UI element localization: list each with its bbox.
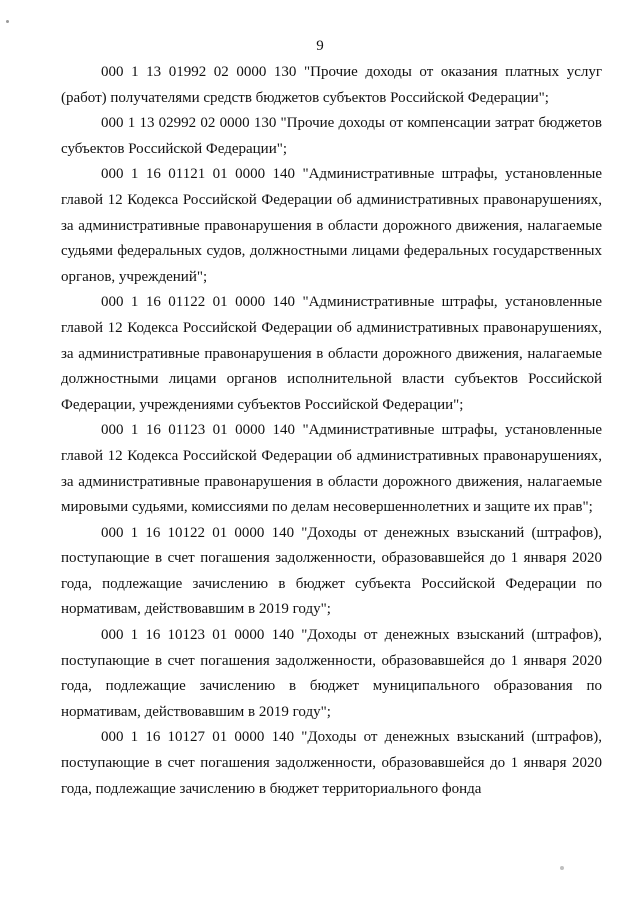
budget-code-entry: 000 1 16 10122 01 0000 140 "Доходы от денежных взысканий (штрафов), поступающие в счет погашения задолженности, образовавшейся до 1 января 2020 года, подлежащие зачислению в бюджет субъекта Российской Федерации по нормативам, действовавшим в 2019 году"; (61, 524, 602, 618)
budget-code-entry: 000 1 16 01121 01 0000 140 "Административные штрафы, установленные главой 12 Кодекса Российской Федерации об административных правонарушениях, за административные правонарушения в области дорожного движения, налагаемые судьями федеральных судов, должностными лицами федеральных государственных органов, учреждений"; (61, 166, 602, 285)
budget-code-entry: 000 1 13 02992 02 0000 130 "Прочие доходы от компенсации затрат бюджетов субъектов Российской Федерации"; (61, 115, 602, 157)
document-body (61, 60, 602, 802)
budget-code-entry: 000 1 16 01123 01 0000 140 "Административные штрафы, установленные главой 12 Кодекса Российской Федерации об административных правонарушениях, за административные правонарушения в области дорожного движения, налагаемые мировыми судьями, комиссиями по делам несовершеннолетних и защите их прав"; (61, 422, 602, 516)
budget-code-entry: 000 1 13 01992 02 0000 130 "Прочие доходы от оказания платных услуг (работ) получателями средств бюджетов субъектов Российской Федерации"; (61, 64, 602, 106)
page-number: 9 (316, 38, 324, 54)
budget-code-entry: 000 1 16 01122 01 0000 140 "Административные штрафы, установленные главой 12 Кодекса Российской Федерации об административных правонарушениях, за административные правонарушения в области дорожного движения, налагаемые должностными лицами органов исполнительной власти субъектов Российской Федерации, учреждениями субъектов Российской Федерации"; (61, 294, 602, 413)
scan-speck (6, 20, 9, 23)
budget-code-entry: 000 1 16 10127 01 0000 140 "Доходы от денежных взысканий (штрафов), поступающие в счет погашения задолженности, образовавшейся до 1 января 2020 года, подлежащие зачислению в бюджет территориального фонда (61, 729, 602, 797)
budget-code-entry: 000 1 16 10123 01 0000 140 "Доходы от денежных взысканий (штрафов), поступающие в счет погашения задолженности, образовавшейся до 1 января 2020 года, подлежащие зачислению в бюджет муниципального образования по нормативам, действовавшим в 2019 году"; (61, 627, 602, 720)
scan-speck (560, 866, 564, 870)
